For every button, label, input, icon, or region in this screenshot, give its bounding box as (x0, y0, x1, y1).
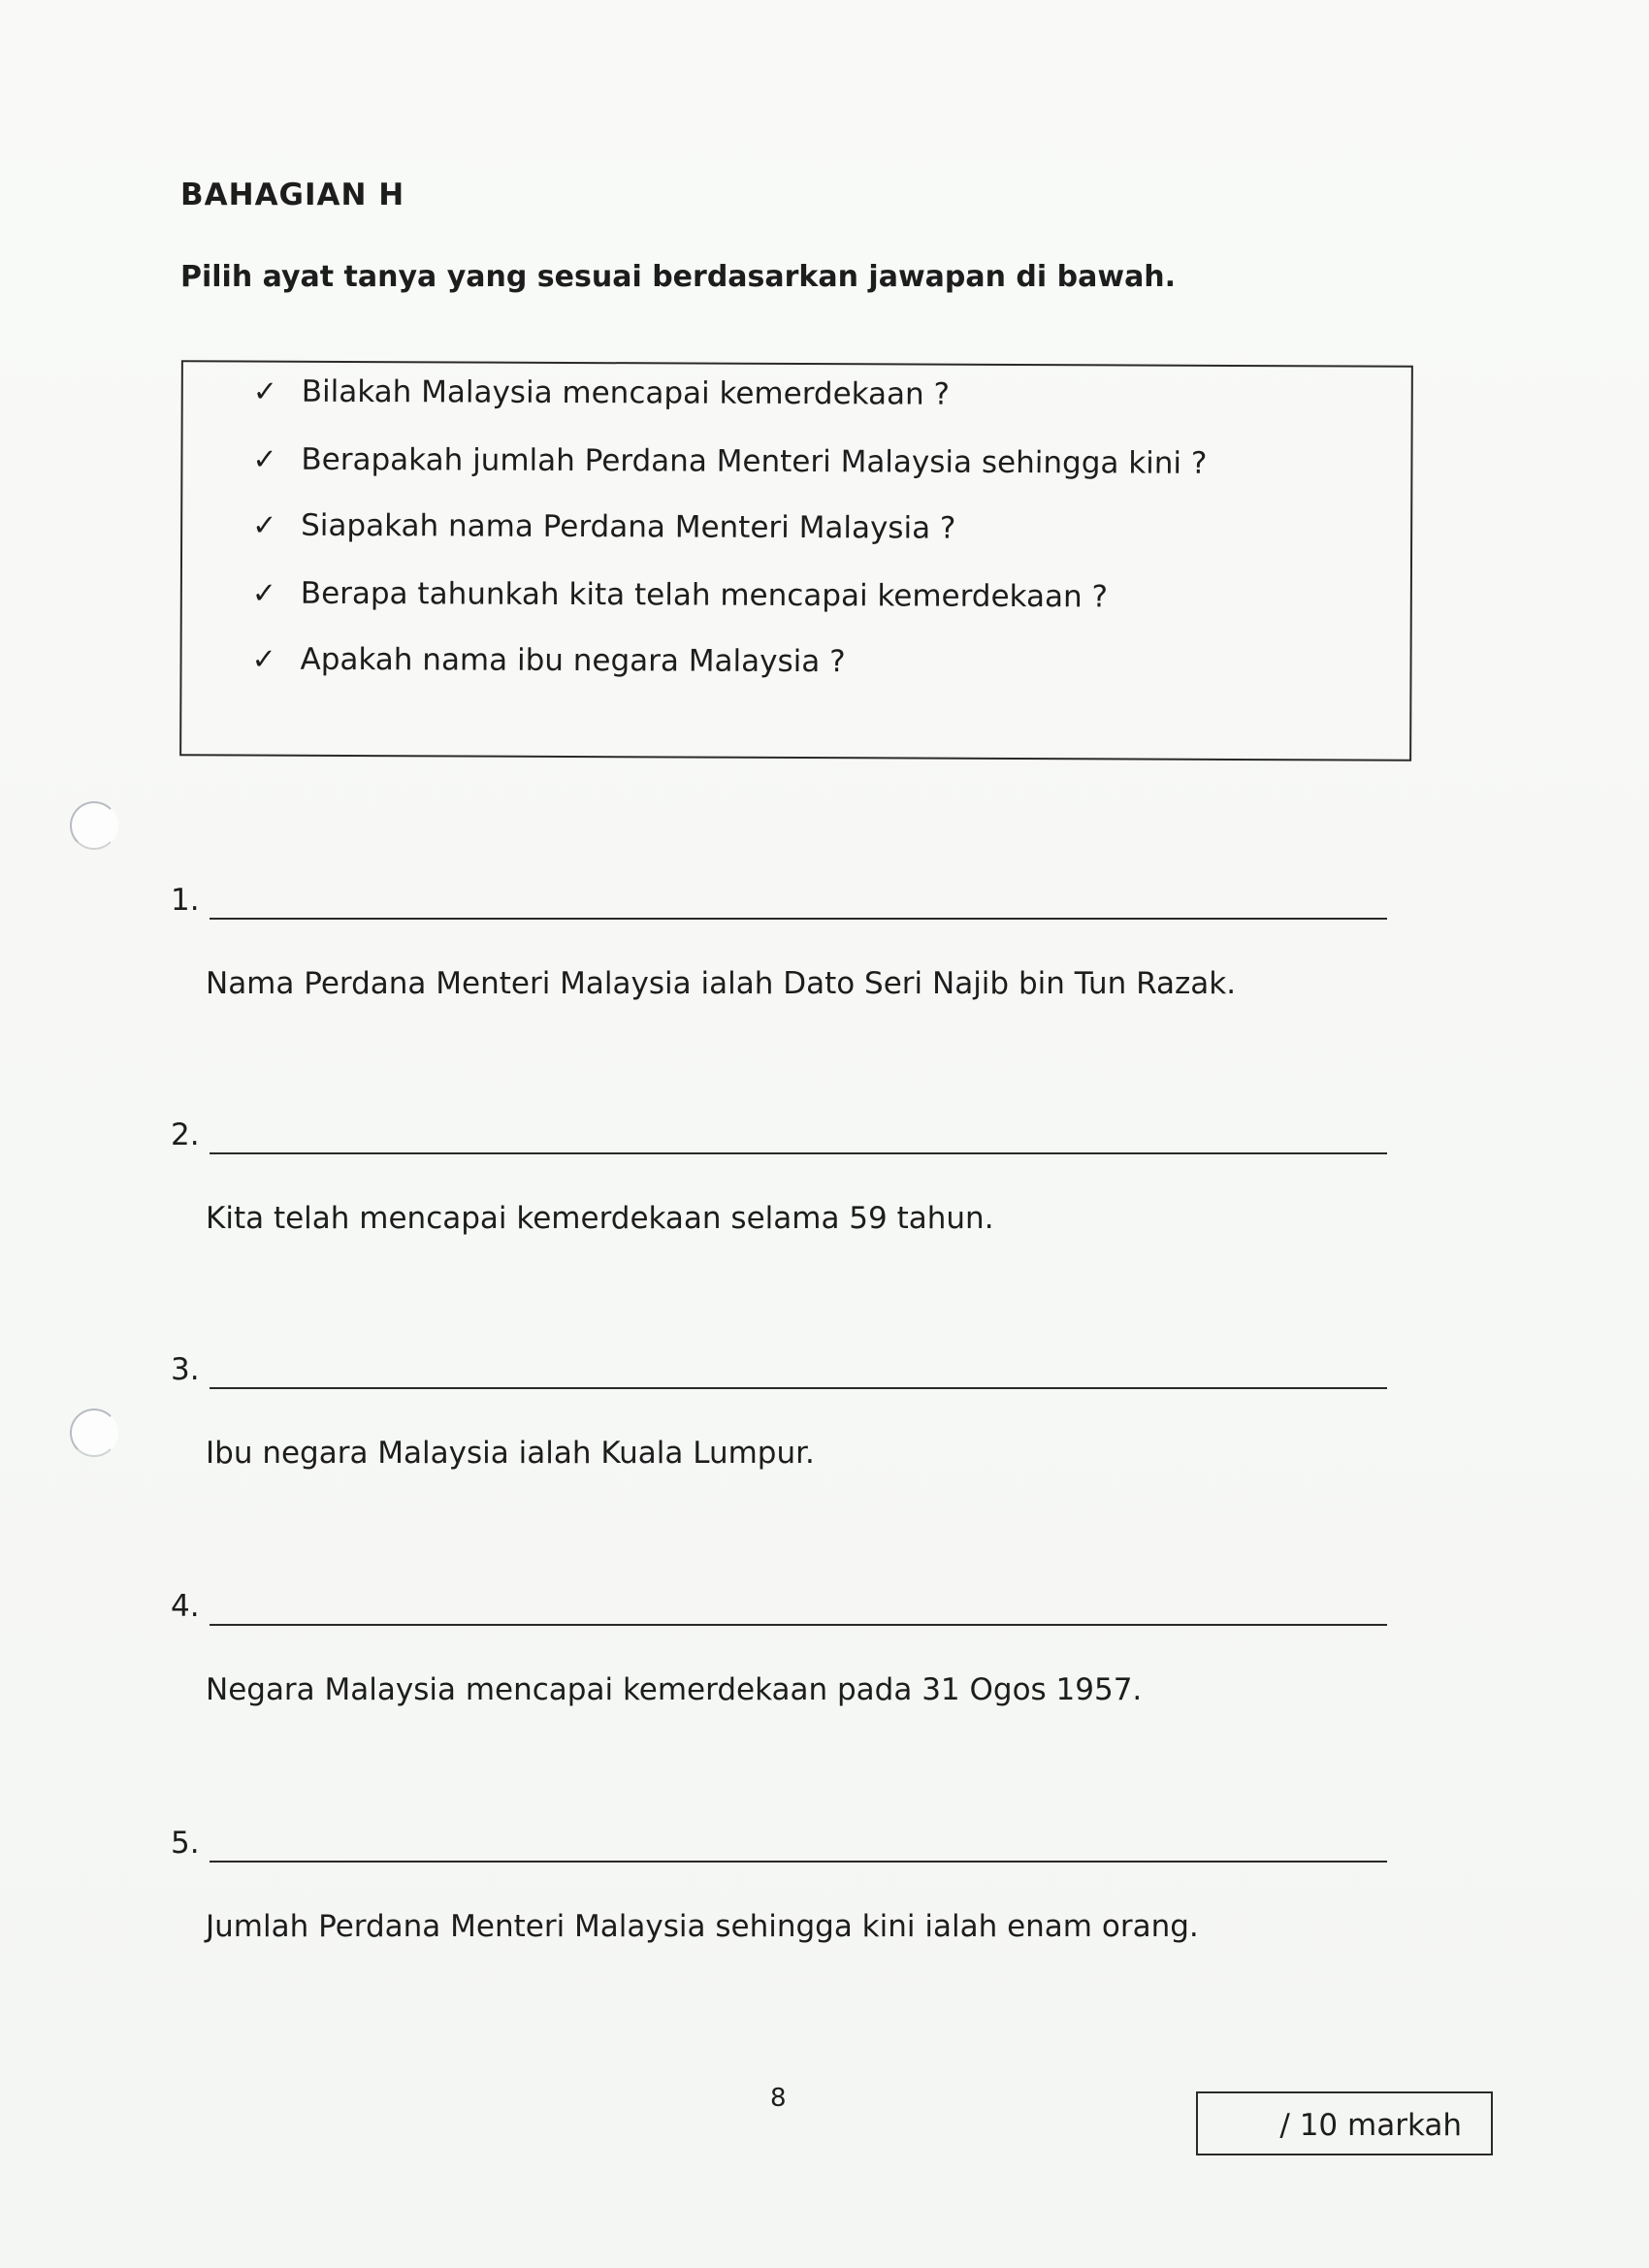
choice-item (253, 374, 950, 412)
choice-text: Apakah nama ibu negara Malaysia ? (300, 641, 846, 680)
answer-text: Negara Malaysia mencapai kemerdekaan pada 31 Ogos 1957. (206, 1672, 1143, 1707)
choice-text: Siapakah nama Perdana Menteri Malaysia ? (301, 507, 956, 546)
answer-line[interactable] (210, 918, 1387, 920)
choice-text: Berapakah jumlah Perdana Menteri Malaysia sehingga kini ? (301, 441, 1208, 481)
choice-text: Berapa tahunkah kita telah mencapai kemerdekaan ? (300, 575, 1109, 615)
marks-box (1196, 2091, 1493, 2155)
answer-line[interactable] (210, 1861, 1387, 1863)
choice-item (252, 442, 1207, 481)
choice-text: Bilakah Malaysia mencapai kemerdekaan ? (301, 373, 951, 412)
answer-line[interactable] (210, 1152, 1387, 1154)
choices-box (179, 360, 1413, 761)
page-number: 8 (770, 2084, 787, 2113)
check-icon: ✓ (252, 508, 277, 543)
question-number: 4. (171, 1589, 200, 1624)
answer-text: Ibu negara Malaysia ialah Kuala Lumpur. (206, 1436, 815, 1471)
question-number: 3. (171, 1352, 200, 1387)
punch-hole-top (70, 801, 118, 850)
choice-item (252, 576, 1108, 615)
answer-text: Jumlah Perdana Menteri Malaysia sehingga kini ialah enam orang. (206, 1909, 1199, 1944)
answer-text: Nama Perdana Menteri Malaysia ialah Dato Seri Najib bin Tun Razak. (206, 966, 1237, 1001)
check-icon: ✓ (251, 576, 277, 611)
choice-item (252, 508, 955, 546)
answer-line[interactable] (210, 1624, 1387, 1626)
question-number: 5. (171, 1826, 200, 1861)
check-icon: ✓ (252, 442, 277, 477)
section-title: BAHAGIAN H (180, 178, 405, 212)
question-number: 1. (171, 883, 200, 918)
check-icon: ✓ (251, 642, 276, 677)
instruction-text: Pilih ayat tanya yang sesuai berdasarkan jawapan di bawah. (180, 260, 1177, 294)
answer-line[interactable] (210, 1387, 1387, 1389)
choice-item (251, 642, 845, 680)
punch-hole-bottom (70, 1409, 118, 1457)
answer-text: Kita telah mencapai kemerdekaan selama 59 tahun. (206, 1201, 994, 1236)
check-icon: ✓ (252, 374, 277, 409)
question-number: 2. (171, 1118, 200, 1152)
marks-text: / 10 markah (1279, 2108, 1462, 2143)
